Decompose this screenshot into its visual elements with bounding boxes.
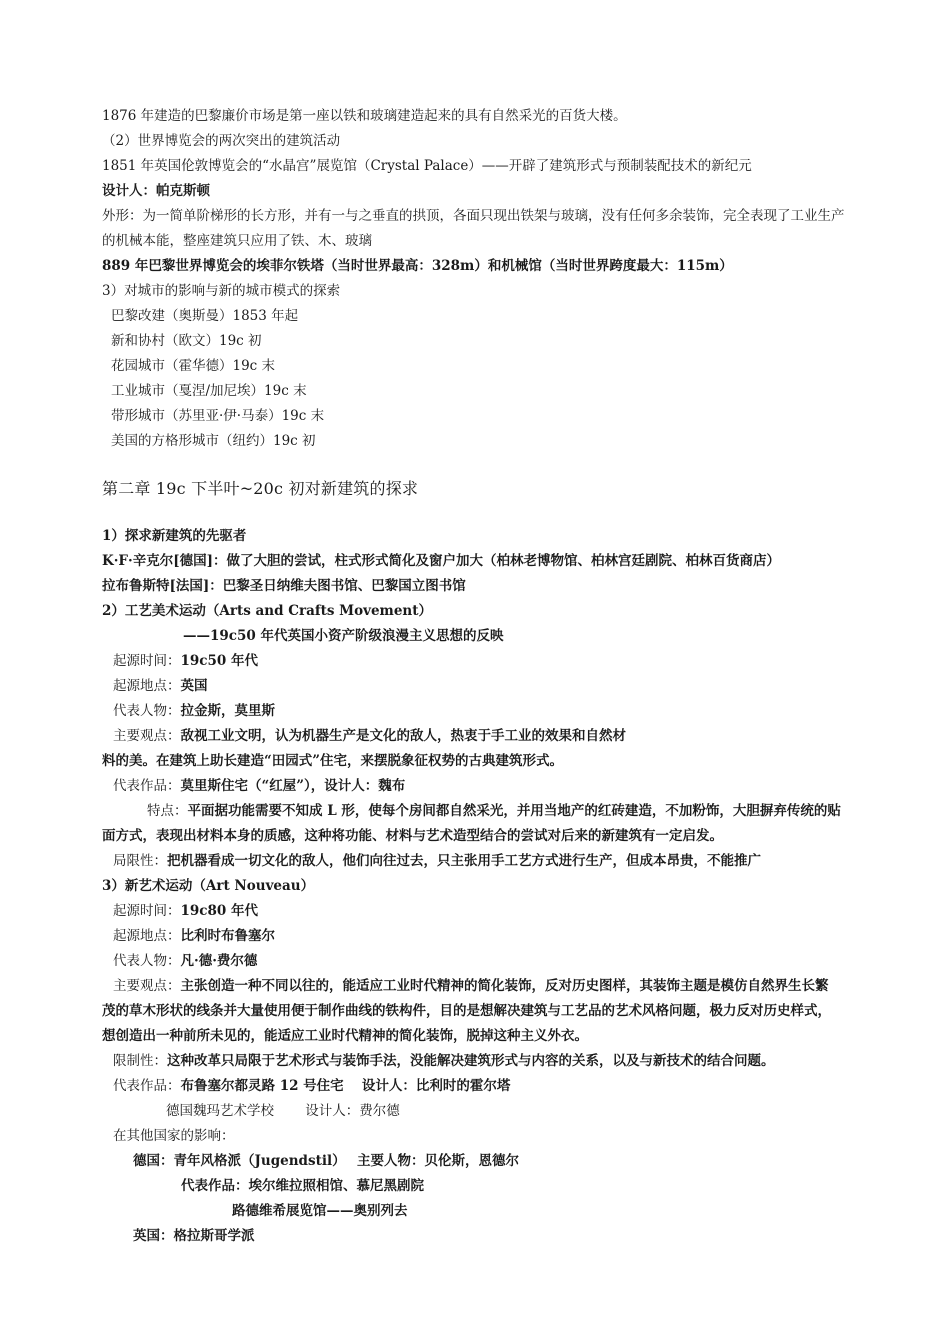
field-label: 特点：	[147, 803, 188, 819]
line-text: 工业城市（戛涅/加尼埃）19c 末	[111, 383, 307, 399]
list-item	[111, 357, 891, 375]
field-value: 莫里斯住宅（“红屋”），设计人：魏布	[180, 778, 406, 794]
line-text: 美国的方格形城市（纽约）19c 初	[111, 433, 316, 449]
line-text: 在其他国家的影响：	[113, 1128, 235, 1144]
line-text: 的机械本能，整座建筑只应用了铁、木、玻璃	[102, 233, 372, 249]
field-label: 主要观点：	[113, 978, 181, 994]
field-value: 主张创造一种不同以往的，能适应工业时代精神的简化装饰，反对历史图样，其装饰主题是模仿自然界生长繁	[180, 978, 829, 994]
line-text: 花园城市（霍华德）19c 末	[111, 358, 276, 374]
line-text: 带形城市（苏里亚·伊·马泰）19c 末	[111, 408, 325, 424]
section-heading	[102, 602, 882, 620]
line-text: 德国魏玛艺术学校 设计人：费尔德	[166, 1103, 400, 1119]
line-text: K·F·辛克尔[德国]：做了大胆的尝试，柱式形式简化及窗户加大（柏林老博物馆、柏林宫廷剧院、柏林百货商店）	[102, 553, 780, 569]
field-line	[147, 802, 927, 820]
paragraph-line	[102, 577, 882, 595]
field-line	[113, 852, 893, 870]
list-item	[111, 432, 891, 450]
field-label: 限制性：	[113, 1053, 167, 1069]
line-text: 料的美。在建筑上助长建造“田园式”住宅，来摆脱象征权势的古典建筑形式。	[102, 753, 564, 769]
field-line	[113, 952, 893, 970]
line-text: 想创造出一种前所未见的，能适应工业时代精神的简化装饰，脱掉这种主义外衣。	[102, 1028, 588, 1044]
field-label: 起源时间：	[113, 653, 181, 669]
field-value: 凡·德·费尔德	[180, 953, 258, 969]
field-label: 起源时间：	[113, 903, 181, 919]
field-line	[113, 727, 893, 745]
list-item	[111, 332, 891, 350]
line-text: 茂的草木形状的线条并大量使用便于制作曲线的铁构件，目的是想解决建筑与工艺品的艺术风格问题，极力反对历史样式，	[102, 1003, 831, 1019]
field-value: 拉金斯，莫里斯	[180, 703, 275, 719]
designer-line	[102, 182, 882, 200]
line-text: 英国：格拉斯哥学派	[133, 1228, 255, 1244]
line-text: 889 年巴黎世界博览会的埃菲尔铁塔（当时世界最高：328m）和机械馆（当时世界跨度最大：115m）	[102, 258, 733, 274]
paragraph-line	[102, 207, 882, 225]
paragraph-line	[102, 132, 882, 150]
line-text: 第二章 19c 下半叶~20c 初对新建筑的探求	[102, 479, 419, 498]
field-line	[113, 1077, 893, 1095]
field-label: 主要观点：	[113, 728, 181, 744]
field-value: 这种改革只局限于艺术形式与装饰手法，没能解决建筑形式与内容的关系，以及与新技术的结合问题。	[167, 1053, 775, 1069]
field-line	[113, 777, 893, 795]
paragraph-line	[102, 552, 882, 570]
line-text: 2）工艺美术运动（Arts and Crafts Movement）	[102, 603, 432, 619]
paragraph-line	[181, 1177, 950, 1195]
field-value: 比利时布鲁塞尔	[180, 928, 275, 944]
line-text: 1）探求新建筑的先驱者	[102, 528, 247, 544]
field-label: 代表作品：	[113, 1078, 181, 1094]
chapter-heading	[102, 480, 882, 498]
line-text: ——19c50 年代英国小资产阶级浪漫主义思想的反映	[183, 628, 504, 644]
field-label: 代表人物：	[113, 953, 181, 969]
line-text: 德国：青年风格派（Jugendstil） 主要人物：贝伦斯，恩德尔	[133, 1153, 520, 1169]
line-text: （2）世界博览会的两次突出的建筑活动	[102, 133, 341, 149]
field-label: 起源地点：	[113, 928, 181, 944]
line-text: 3）新艺术运动（Art Nouveau）	[102, 878, 315, 894]
list-item	[111, 307, 891, 325]
field-label: 起源地点：	[113, 678, 181, 694]
paragraph-line	[102, 107, 882, 125]
field-label: 代表人物：	[113, 703, 181, 719]
field-value: 19c80 年代	[180, 903, 258, 919]
line-text: 1876 年建造的巴黎廉价市场是第一座以铁和玻璃建造起来的具有自然采光的百货大楼。	[102, 108, 627, 124]
field-line	[113, 927, 893, 945]
line-text: 拉布鲁斯特[法国]：巴黎圣日纳维夫图书馆、巴黎国立图书馆	[102, 578, 466, 594]
field-line	[113, 902, 893, 920]
paragraph-line	[102, 1002, 882, 1020]
field-line	[113, 702, 893, 720]
field-value: 把机器看成一切文化的敌人，他们向往过去，只主张用手工艺方式进行生产，但成本昂贵，不能推广	[167, 853, 761, 869]
line-label: 设计人：	[102, 183, 156, 199]
field-line	[113, 977, 893, 995]
paragraph-line	[133, 1227, 913, 1245]
line-text: 1851 年英国伦敦博览会的“水晶宫”展览馆（Crystal Palace）——开辟了建筑形式与预制装配技术的新纪元	[102, 158, 752, 174]
field-value: 19c50 年代	[180, 653, 258, 669]
list-item	[111, 382, 891, 400]
section-heading	[102, 527, 882, 545]
field-value: 英国	[180, 678, 208, 694]
field-value: 平面据功能需要不知成 L 形，使每个房间都自然采光，并用当地产的红砖建造，不加粉饰，大胆摒弃传统的贴	[187, 803, 841, 819]
field-value: 布鲁塞尔都灵路 12 号住宅 设计人：比利时的霍尔塔	[180, 1078, 511, 1094]
line-text: 帕克斯顿	[156, 183, 210, 199]
list-item	[111, 407, 891, 425]
field-label: 代表作品：	[113, 778, 181, 794]
field-line	[113, 652, 893, 670]
line-text: 路德维希展览馆——奥别列去	[232, 1203, 408, 1219]
paragraph-line	[102, 232, 882, 250]
section-heading	[102, 877, 882, 895]
paragraph-line	[133, 1152, 913, 1170]
paragraph-line	[102, 157, 882, 175]
paragraph-line	[102, 752, 882, 770]
paragraph-line	[102, 282, 882, 300]
field-value: 敌视工业文明，认为机器生产是文化的敌人，热衷于手工业的效果和自然材	[180, 728, 626, 744]
line-text: 外形：为一简单阶梯形的长方形，并有一与之垂直的拱顶，各面只现出铁架与玻璃，没有任何多余装饰，完全表现了工业生产	[102, 208, 845, 224]
line-text: 3）对城市的影响与新的城市模式的探索	[102, 283, 341, 299]
field-line	[113, 677, 893, 695]
field-line	[113, 1052, 893, 1070]
subtitle-line	[183, 627, 950, 645]
field-label: 局限性：	[113, 853, 167, 869]
paragraph-line	[166, 1102, 946, 1120]
paragraph-line	[113, 1127, 893, 1145]
line-text: 巴黎改建（奥斯曼）1853 年起	[111, 308, 299, 324]
line-text: 代表作品：埃尔维拉照相馆、慕尼黑剧院	[181, 1178, 424, 1194]
paragraph-line	[102, 827, 882, 845]
line-text: 新和协村（欧文）19c 初	[111, 333, 262, 349]
paragraph-line	[102, 1027, 882, 1045]
paragraph-line	[232, 1202, 950, 1220]
line-text: 面方式，表现出材料本身的质感，这种将功能、材料与艺术造型结合的尝试对后来的新建筑有一定启发。	[102, 828, 723, 844]
paragraph-line	[102, 257, 882, 275]
